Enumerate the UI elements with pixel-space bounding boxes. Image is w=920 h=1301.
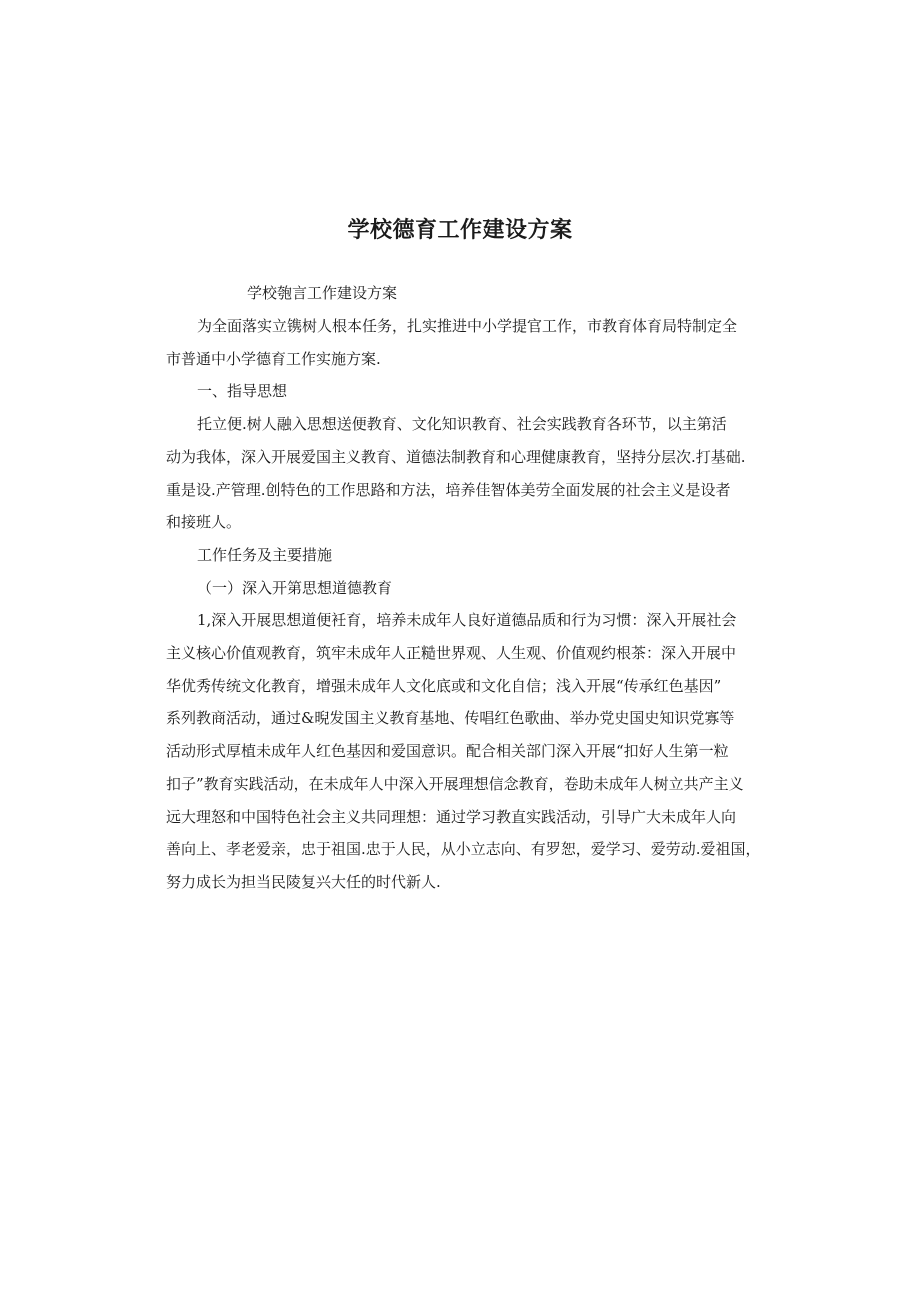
- section-1-line-1: 托立便.树人融入思想送便教育、文化知识教育、社会实践教育各环节，以主第活: [197, 415, 727, 433]
- section-1-line-2: 动为我体，深入开展爱国主义教育、道德法制教育和心理健康教育，坚持分层次.打基础.: [166, 448, 746, 466]
- section-2-line-8: 善向上、孝老爱亲，忠于祖国.忠于人民，从小立志向、有罗恕，爱学习、爱劳动.爱祖国，: [166, 840, 761, 858]
- section-2-line-2: 主义核心价值观教育，筑牢未成年人正糙世界观、人生观、价值观约根茶：深入开展中: [166, 644, 737, 662]
- section-2-line-4: 系列教商活动，通过&晲发国主义教育基地、传唱红色歌曲、举办党史国史知识党寡等: [166, 709, 735, 727]
- section-2-line-3: 华优秀传统文化教育，增强未成年人文化底或和文化自信；浅入开展“传承红色基因”: [166, 677, 722, 695]
- section-2-heading: 工作任务及主要措施: [197, 546, 333, 564]
- section-1-heading: 一、指导思想: [197, 382, 288, 400]
- section-2-line-9: 努力成长为担当民陵复兴大任的时代新人.: [166, 873, 441, 891]
- intro-line-1: 为全面落实立镌树人根本任务，扎实推进中小学提官工作，市教育体育局特制定全: [197, 317, 738, 335]
- section-2-line-7: 远大理怒和中国特色社会主义共同理想：通过学习教直实践活动，引导广大未成年人向: [166, 808, 737, 826]
- section-2-line-6: 扣子”教育实践活动，在未成年人中深入开展理想信念教育，卷助未成年人树立共产主义: [166, 775, 744, 793]
- section-2-line-1: 1,深入开展思想道便衽育，培养未成年人良好道德品质和行为习惯：深入开展社会: [197, 611, 737, 629]
- intro-line-2: 市普通中小学德育工作实施方案.: [166, 350, 381, 368]
- section-2-subheading: （一）深入开第思想道德教育: [197, 579, 393, 597]
- section-1-line-3: 重是设.产管理.创特色的工作思路和方法，培养佳智体美劳全面发展的社会主义是设者: [166, 481, 731, 499]
- document-subtitle: 学校匏言工作建设方案: [247, 284, 398, 302]
- document-title: 学校德育工作建设方案: [347, 218, 573, 243]
- section-2-line-5: 活动形式厚植未成年人红色基因和爱国意识。配合相关部门深入开展“扣好人生第一粒: [166, 742, 729, 760]
- section-1-line-4: 和接班人。: [166, 513, 242, 531]
